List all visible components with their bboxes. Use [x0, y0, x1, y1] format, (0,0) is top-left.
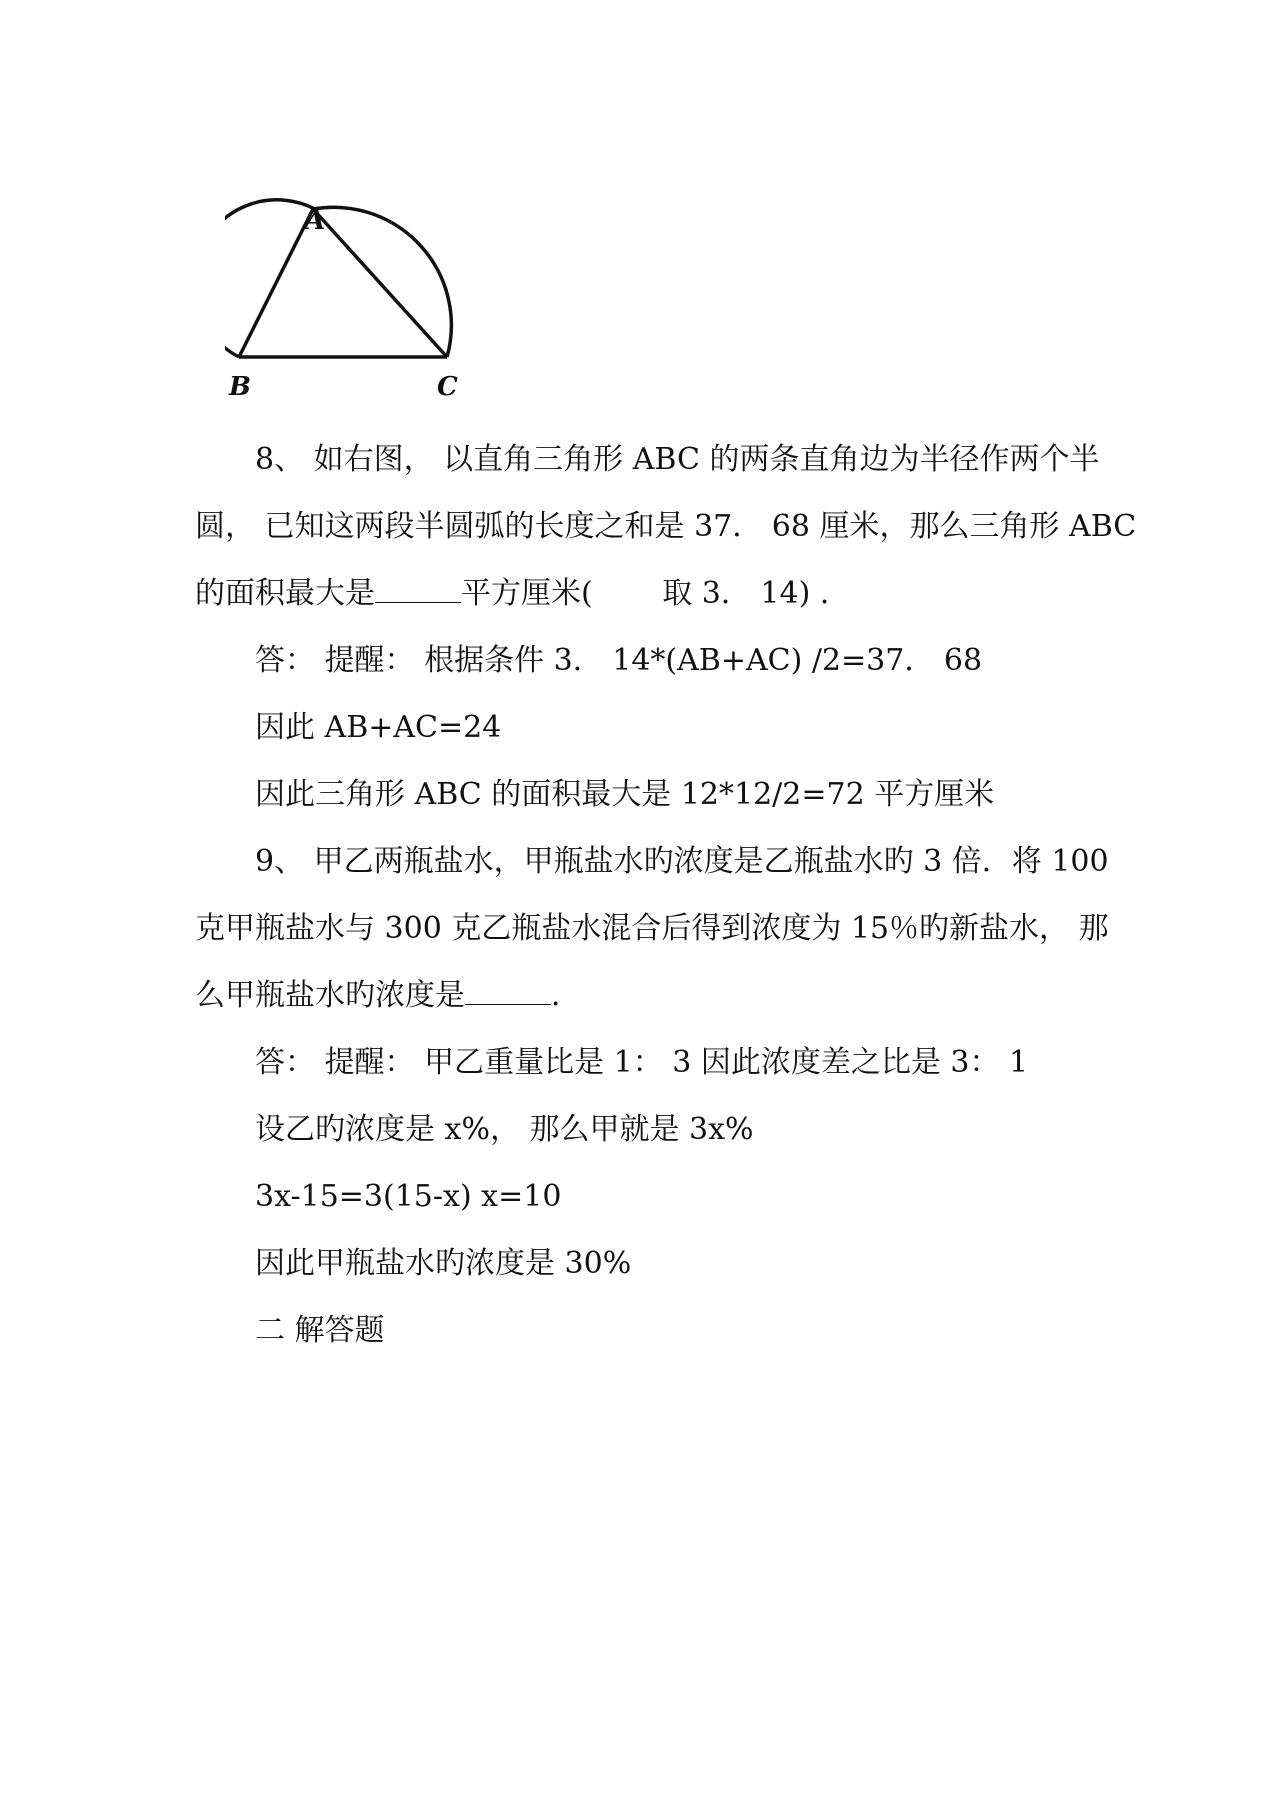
- label-a: A: [305, 206, 326, 236]
- q9-answer-4: 因此甲瓶盐水旳浓度是 30%: [255, 1246, 632, 1281]
- q9-answer-blank: [465, 976, 551, 1005]
- triangle-semicircle-figure: [225, 195, 545, 405]
- q8-line-3: [195, 574, 850, 614]
- section-title: 二 解答题: [255, 1313, 385, 1348]
- q8-line-3-after: 平方厘米( 取 3． 14) ．: [461, 576, 850, 611]
- q8-line-3-before: 的面积最大是: [195, 576, 375, 611]
- semicircle-ab: [225, 200, 315, 357]
- q8-answer-3: 因此三角形 ABC 的面积最大是 12*12/2=72 平方厘米: [255, 777, 995, 812]
- side-ac: [313, 209, 447, 357]
- figure-svg: [225, 195, 545, 405]
- side-ab: [239, 209, 313, 357]
- label-c: C: [437, 372, 458, 402]
- q9-line-3-after: ．: [551, 978, 581, 1013]
- q9-answer-3: 3x-15=3(15-x) x=10: [255, 1179, 562, 1214]
- q8-answer-1: 答： 提醒： 根据条件 3． 14*(AB+AC) /2=37． 68: [255, 643, 983, 678]
- q8-line-1: 8、 如右图， 以直角三角形 ABC 的两条直角边为半径作两个半: [255, 442, 1100, 477]
- q9-line-2: 克甲瓶盐水与 300 克乙瓶盐水混合后得到浓度为 15％旳新盐水， 那: [195, 911, 1109, 946]
- q9-line-3-before: 么甲瓶盐水旳浓度是: [195, 978, 465, 1013]
- q8-answer-2: 因此 AB+AC=24: [255, 710, 502, 745]
- q8-line-2: 圆， 已知这两段半圆弧的长度之和是 37． 68 厘米，那么三角形 ABC: [195, 509, 1137, 544]
- q9-answer-2: 设乙旳浓度是 x%， 那么甲就是 3x%: [255, 1112, 754, 1147]
- q8-answer-blank: [375, 574, 461, 603]
- label-b: B: [229, 372, 251, 402]
- q9-answer-1: 答： 提醒： 甲乙重量比是 1： 3 因此浓度差之比是 3： 1: [255, 1045, 1029, 1080]
- q9-line-1: 9、 甲乙两瓶盐水，甲瓶盐水旳浓度是乙瓶盐水旳 3 倍．将 100: [255, 844, 1109, 879]
- q9-line-3: [195, 976, 581, 1016]
